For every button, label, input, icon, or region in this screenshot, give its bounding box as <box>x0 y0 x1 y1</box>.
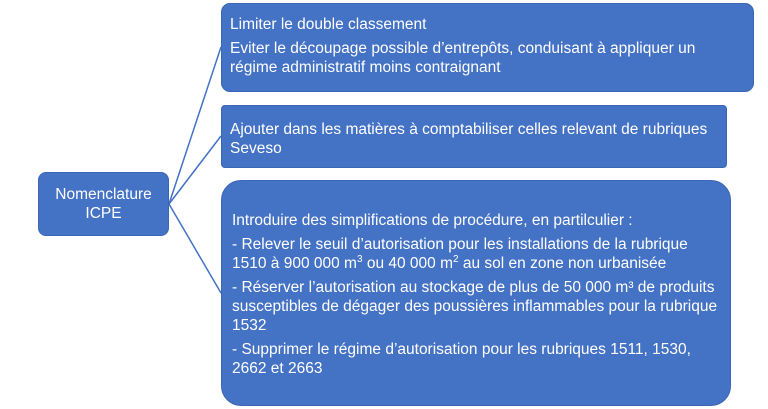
branch-3-item-1-sup-1: 3 <box>356 254 363 265</box>
branch-3-intro: Introduire des simplifications de procédure, en partilculier : <box>232 212 633 229</box>
root-line-2: ICPE <box>85 205 122 222</box>
branch-1-item-1: Limiter le double classement <box>230 16 427 33</box>
branch-3-item-1-sup-2: 2 <box>453 254 459 265</box>
branch-3-item-2: - Réserver l’autorisation au stockage de plus de 50 000 m³ de produits susceptibles de dégager des poussières inflammables pour la rubrique 1532 <box>232 279 718 334</box>
branch-node-3 <box>221 180 731 406</box>
branch-3-item-1-part-1: - Relever le seuil d’autorisation pour les installations de la rubrique 1510 à 900 000 m <box>232 236 688 272</box>
connector-to-branch-3 <box>169 204 221 293</box>
branch-node-2 <box>221 105 727 168</box>
branch-3-item-3: - Supprimer le régime d’autorisation pour les rubriques 1511, 1530, 2662 et 2663 <box>232 341 691 377</box>
branch-2-item-1: Ajouter dans les matières à comptabiliser celles relevant de rubriques Seveso <box>230 121 708 157</box>
branch-1-item-2: Eviter le découpage possible d’entrepôts, conduisant à appliquer un régime administratif moins contraignant <box>230 40 696 76</box>
connector-to-branch-1 <box>169 47 221 204</box>
branch-3-item-1 <box>232 235 720 273</box>
root-line-1: Nomenclature <box>55 186 152 203</box>
branch-3-item-1-part-3: au sol en zone non urbanisée <box>458 255 667 272</box>
branch-3-item-1-part-2: ou 40 000 m <box>362 255 454 272</box>
root-node-nomenclature-icpe <box>38 172 169 236</box>
branch-node-1 <box>221 3 754 92</box>
root-node-text <box>55 185 152 223</box>
connector-to-branch-2 <box>169 136 221 204</box>
